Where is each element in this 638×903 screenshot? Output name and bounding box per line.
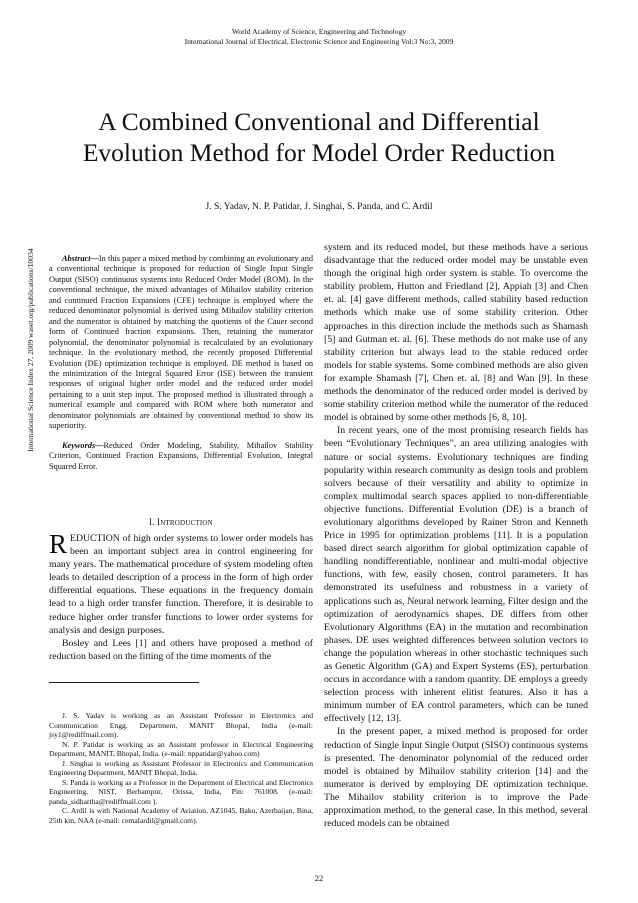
footnote: C. Ardil is with National Academy of Aviation, AZ1045, Baku, Azerbaijan, Bina, 25th km, NAA (e-mail: cemalardil@gmail.com). [49,806,313,825]
abstract-label: Abstract [62,254,91,263]
page-number: 22 [314,873,324,883]
right-paragraph-3: In the present paper, a mixed method is proposed for order reduction of Single Input Single Output (SISO) continuous systems is presented. The denominator polynomial of the reduced order model is obtained by Mihailov stability criterion [14] and the numerator is derived by employing DE optimization technique. The Mihailov stability criterion is to improve the Pade approximation method, to the general case. In this method, several reduced models can be obtained [324,726,588,830]
abstract-dash: — [90,254,99,263]
abstract [49,254,313,432]
footnote: J. Singhai is working as Assistant Professor in Electronics and Communication Engineering Department, MANIT Bhopal, India. [49,758,313,777]
section-heading-introduction [49,517,313,527]
intro-paragraph-1 [49,529,313,637]
footnote-rule [49,682,199,683]
section-title-rest: NTRODUCTION [160,519,213,527]
intro-paragraph-2: Bosley and Lees [1] and others have proposed a method of reduction based on the fitting of the time moments of the [49,637,313,662]
abstract-text: In this paper a mixed method by combining an evolutionary and a conventional technique is proposed for reduction of Single Input Single Output (SISO) continuous systems into Reduced Order Model (ROM). In the conventional technique, the mixed advantages of Mihailov stability criterion and continued Fraction Expansions (CFE) technique is employed where the reduced denominator polynomial is derived using Mihailov stability criterion and the numerator is obtained by matching the quotients of the Cauer second form of Continued fraction expansions. Then, retaining the numerator polynomial, the denominator polynomial is recalculated by an evolutionary technique. In the evolutionary method, the recently proposed Differential Evolution (DE) optimization technique is employed. DE method is based on the minimization of the Integral Squared Error (ISE) between the transient responses of original higher order model and the reduced order model pertaining to a unit step input. The proposed method is illustrated through a numerical example and compared with ROM where both numerator and denominator polynomials are obtained by conventional method to show its superiority. [49,254,313,431]
right-column-text [324,241,588,830]
footnote: N. P. Patidar is working as an Assistant professor in Electrical Engineering Department, MANIT, Bhopal, India. (e-mail: nppatidar@yahoo.com) [49,739,313,758]
drop-cap: R [49,529,68,559]
journal-header [0,27,638,47]
journal-header-line2: International Journal of Electrical, Electronic Science and Engineering Vol:3 No:3, 2009 [184,37,454,46]
footnote: S. Panda is working as a Professor in the Department of Electrical and Electronics Engineering, NIST, Berhampur, Orissa, India, Pin: 761008. (e-mail: panda_sidhartha@rediffmail.com ). [49,777,313,806]
right-paragraph-1: system and its reduced model, but these methods have a serious disadvantage that the reduced order model may be unstable even though the original high order system is stable. To overcome the stability problem, Hutton and Friedland [2], Appiah [3] and Chen et. al. [4] gave different methods, called stability based reduction methods which make use of some stability criterion. Other approaches in this direction include the methods such as Shamash [5] and Gutman et. al. [6]. These methods do not make use of any stability criterion but always lead to the stable reduced order models for stable systems. Some combined methods are also given for example Shamash [7], Chen et. al. [8] and Wan [9]. In these methods the denominator of the reduced order model is derived by some stability criterion method while the numerator of the reduced model is obtained by some other methods [6, 8, 10]. [324,242,588,424]
author-list: J. S. Yadav, N. P. Patidar, J. Singhai, S. Panda, and C. Ardil [205,201,433,212]
right-paragraph-2: In recent years, one of the most promising research fields has been “Evolutionary Techniques”, an area utilizing analogies with nature or social systems. Evolutionary techniques are finding popularity within research community as design tools and problem solvers because of their versatility and ability to optimize in complex multimodal search spaces applied to non-differentiable objective functions. Differential Evolution (DE) is a branch of evolutionary algorithms developed by Rainer Stron and Kenneth Price in 1995 for optimization problems [11]. It is a population based direct search algorithm for global optimization capable of handling nondifferentiable, nonlinear and multi-modal objective functions, with few, easily chosen, control parameters. It has demonstrated its usefulness and robustness in a variety of applications such as, Neural network learning, Filter design and the optimization of aerodynamics shapes. DE differs from other Evolutionary Algorithms (EA) in the mutation and recombination phases. DE uses weighted differences between solution vectors to change the population whereas in other stochastic techniques such as Genetic Algorithm (GA) and Expert Systems (ES), perturbation occurs in accordance with a random quantity. DE employs a greedy selection process with inherent elitist features. Also it has a minimum number of EA control parameters, which can be tuned effectively [12, 13]. [324,425,588,725]
journal-header-line1: World Academy of Science, Engineering and Technology [231,27,407,36]
keywords-dash: — [95,441,104,450]
paper-title-line1: A Combined Conventional and Differential [98,107,540,136]
keywords-label: Keywords [62,441,96,450]
footnote: J. S. Yadav is working as an Assistant Professor in Electronics and Communication Engg. Department, MANIT Bhopal, India (e-mail: jsy1@rediffmail.com). [49,711,313,739]
section-title-first: I [157,517,161,527]
sidebar-watermark-text: International Science Index 27, 2009 waset.org/publications/10034 [26,248,35,452]
section-number: I. [149,517,155,527]
introduction-text [49,529,313,663]
keywords [49,441,313,472]
paper-title-line2: Evolution Method for Model Order Reduction [82,138,556,167]
intro-paragraph-1-text: EDUCTION of high order systems to lower order models has been an important subject area in control engineering for many years. The mathematical procedure of system modeling often leads to detailed description of a process in the form of high order differential equations. These equations in the frequency domain lead to a high order transfer function. Therefore, it is desirable to reduce higher order transfer functions to lower order systems for analysis and design purposes. [49,533,313,636]
keywords-text: Reduced Order Modeling, Stability, Mihailov Stability Criterion, Continued Fraction Expansions, Differential Evolution, Integral Squared Error. [49,441,313,471]
footnotes [49,711,313,825]
paper-title [40,106,598,168]
